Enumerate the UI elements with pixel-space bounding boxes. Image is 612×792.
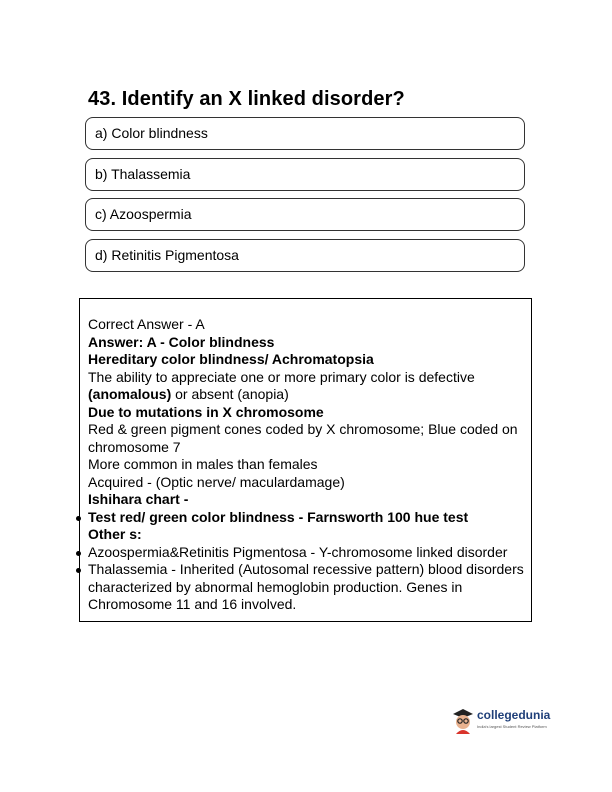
graduate-mascot-icon [452,708,474,734]
correct-answer-line: Correct Answer - A [88,316,205,332]
thalassemia-line: Thalassemia - Inherited (Autosomal recessive pattern) blood disorders characterized by abnormal hemoglobin production. Genes in Chromosome 11 and 16 involved. [88,561,528,614]
others-line: Other s: [88,526,142,542]
option-a[interactable]: a) Color blindness [85,117,525,150]
ability-line: The ability to appreciate one or more primary color is defective [88,368,475,385]
answer-explanation-box [79,298,532,622]
cones-line: Red & green pigment cones coded by X chromosome; Blue coded on chromosome 7 [88,421,518,455]
test-line: Test red/ green color blindness - Farnsworth 100 hue test [88,509,528,527]
logo-tagline: India's largest Student Review Platform [477,724,547,729]
options-list [85,117,525,279]
anomalous-term: (anomalous) [88,386,172,402]
question-title: 43. Identify an X linked disorder? [88,88,405,110]
males-line: More common in males than females [88,456,318,472]
azoospermia-line: Azoospermia&Retinitis Pigmentosa - Y-chromosome linked disorder [88,544,528,562]
collegedunia-logo [452,705,552,741]
acquired-line: Acquired - (Optic nerve/ maculardamage) [88,473,345,490]
option-d[interactable]: d) Retinitis Pigmentosa [85,239,525,272]
absent-term: or absent (anopia) [171,386,289,402]
mutations-line: Due to mutations in X chromosome [88,403,324,420]
answer-line: Answer: A - Color blindness [88,333,275,350]
logo-name: collegedunia [477,708,551,722]
option-c[interactable]: c) Azoospermia [85,198,525,231]
anomalous-line [88,386,528,404]
heading-line: Hereditary color blindness/ Achromatopsia [88,351,374,367]
answer-explanation-text [88,316,528,614]
option-b[interactable]: b) Thalassemia [85,158,525,191]
ishihara-line: Ishihara chart - [88,491,189,507]
